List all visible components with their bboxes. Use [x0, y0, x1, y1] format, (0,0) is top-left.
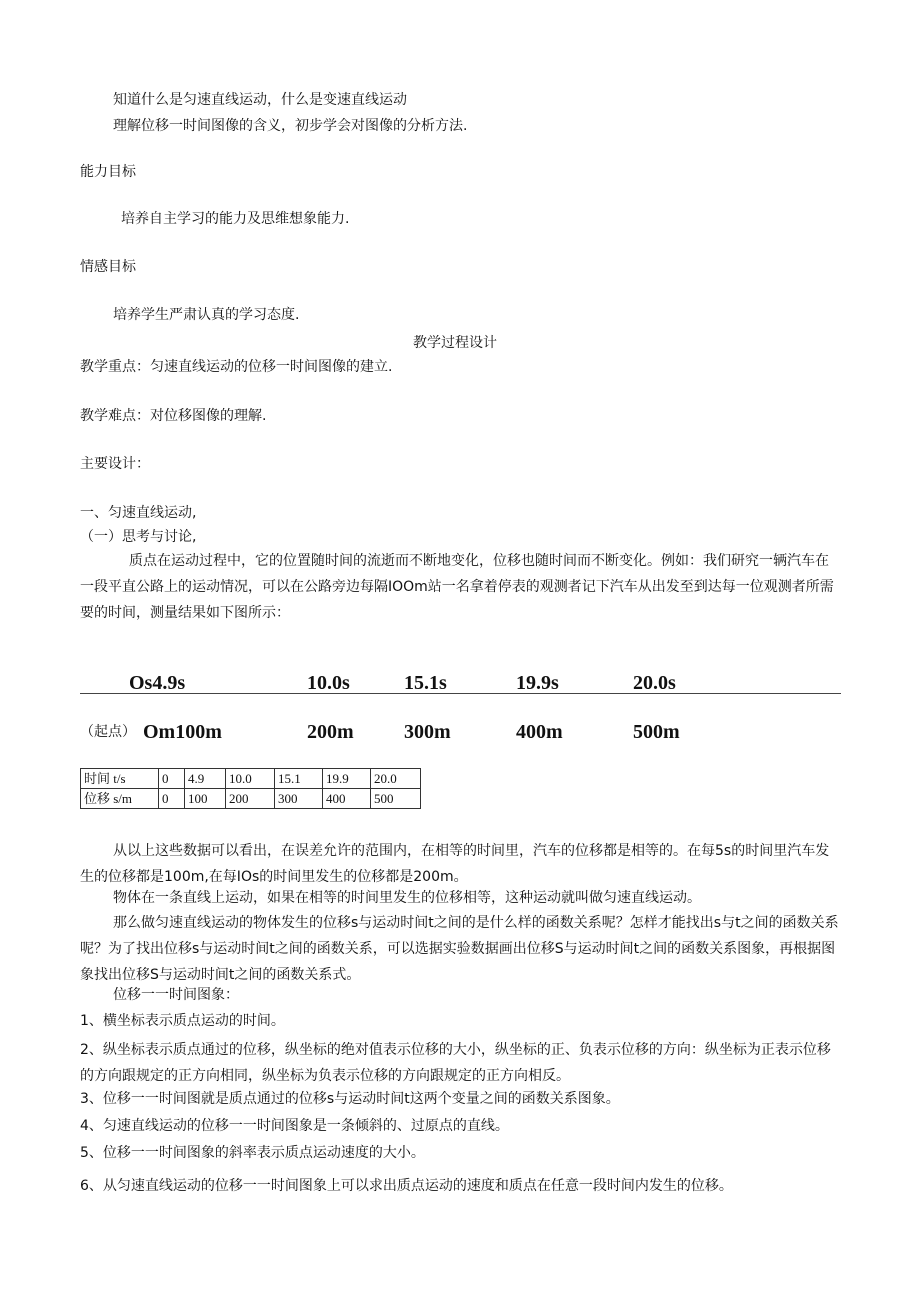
- list-item-6: 6、从匀速直线运动的位移一一时间图象上可以求出质点运动的速度和质点在任意一段时间内发生的位移。: [80, 1178, 733, 1194]
- table-cell: 300: [275, 789, 323, 809]
- time-label-4: 20.0s: [633, 672, 676, 694]
- table-cell: 500: [371, 789, 421, 809]
- ability-text: 培养自主学习的能力及思维想象能力.: [121, 211, 350, 227]
- table-cell: 0: [159, 789, 185, 809]
- time-label-3: 19.9s: [516, 672, 559, 694]
- emotion-heading: 情感目标: [80, 259, 136, 275]
- key-point: 教学重点：匀速直线运动的位移一时间图像的建立.: [80, 359, 393, 375]
- table-cell: 19.9: [323, 769, 371, 789]
- objective-knowledge-2: 理解位移一时间图像的含义，初步学会对图像的分析方法.: [113, 118, 468, 134]
- list-item-3: 3、位移一一时间图就是质点通过的位移s与运动时间t这两个变量之间的函数关系图象。: [80, 1091, 620, 1107]
- table-row-displacement: [81, 789, 421, 809]
- graph-heading: 位移一一时间图象：: [113, 987, 239, 1003]
- analysis-paragraph-2: 物体在一条直线上运动，如果在相等的时间里发生的位移相等，这种运动就叫做匀速直线运动。: [113, 890, 701, 906]
- table-cell: 0: [159, 769, 185, 789]
- objective-knowledge-1: 知道什么是匀速直线运动，什么是变速直线运动: [113, 92, 407, 108]
- table-cell: 20.0: [371, 769, 421, 789]
- position-label-0: Om100m: [143, 721, 222, 743]
- intro-paragraph: 质点在运动过程中，它的位置随时间的流逝而不断地变化，位移也随时间而不断变化。例如：我们研究一辆汽车在一段平直公路上的运动情况，可以在公路旁边每隔IOOm站一名拿着停表的观测者记下汽车从出发至到达每一位观测者所需要的时间，测量结果如下图所示：: [80, 553, 834, 621]
- design-title: 教学过程设计: [413, 335, 497, 351]
- difficulty: 教学难点：对位移图像的理解.: [80, 408, 267, 424]
- list-item-2: 2、纵坐标表示质点通过的位移，纵坐标的绝对值表示位移的大小，纵坐标的正、负表示位移的方向：纵坐标为正表示位移的方向跟规定的正方向相同，纵坐标为负表示位移的方向跟规定的正方向相反。: [80, 1042, 831, 1084]
- subsection-1-heading: （一）思考与讨论,: [80, 529, 197, 545]
- main-design-label: 主要设计：: [80, 456, 150, 472]
- table-cell: 4.9: [185, 769, 226, 789]
- time-label-0: Os4.9s: [129, 672, 186, 694]
- emotion-text: 培养学生严肃认真的学习态度.: [113, 307, 300, 323]
- analysis-paragraph-1: 从以上这些数据可以看出，在误差允许的范围内，在相等的时间里，汽车的位移都是相等的。在每5s的时间里汽车发生的位移都是100m,在每IOs的时间里发生的位移都是200m。: [80, 843, 830, 885]
- table-cell: 100: [185, 789, 226, 809]
- section-1-heading: 一、匀速直线运动,: [80, 505, 197, 521]
- table-row-time: [81, 769, 421, 789]
- table-cell: 200: [226, 789, 275, 809]
- table-cell: 10.0: [226, 769, 275, 789]
- analysis-paragraph-3: 那么做匀速直线运动的物体发生的位移s与运动时间t之间的是什么样的函数关系呢？怎样才能找出s与t之间的函数关系呢？为了找出位移s与运动时间t之间的函数关系，可以选据实验数据画出位移S与运动时间t之间的函数关系图象，再根据图象找出位移S与运动时间t之间的函数关系式。: [80, 915, 839, 983]
- road-line: [80, 693, 841, 694]
- data-table: [80, 768, 421, 809]
- table-cell: 位移 s/m: [81, 789, 159, 809]
- time-label-2: 15.1s: [404, 672, 447, 694]
- position-label-4: 500m: [633, 721, 680, 743]
- table-cell: 400: [323, 789, 371, 809]
- table-cell: 15.1: [275, 769, 323, 789]
- time-label-1: 10.0s: [307, 672, 350, 694]
- position-label-1: 200m: [307, 721, 354, 743]
- table-cell: 时间 t/s: [81, 769, 159, 789]
- position-label-2: 300m: [404, 721, 451, 743]
- list-item-4: 4、匀速直线运动的位移一一时间图象是一条倾斜的、过原点的直线。: [80, 1118, 509, 1134]
- start-label: （起点）: [80, 724, 136, 740]
- list-item-5: 5、位移一一时间图象的斜率表示质点运动速度的大小。: [80, 1145, 425, 1161]
- position-label-3: 400m: [516, 721, 563, 743]
- ability-heading: 能力目标: [80, 164, 136, 180]
- list-item-1: 1、横坐标表示质点运动的时间。: [80, 1013, 285, 1029]
